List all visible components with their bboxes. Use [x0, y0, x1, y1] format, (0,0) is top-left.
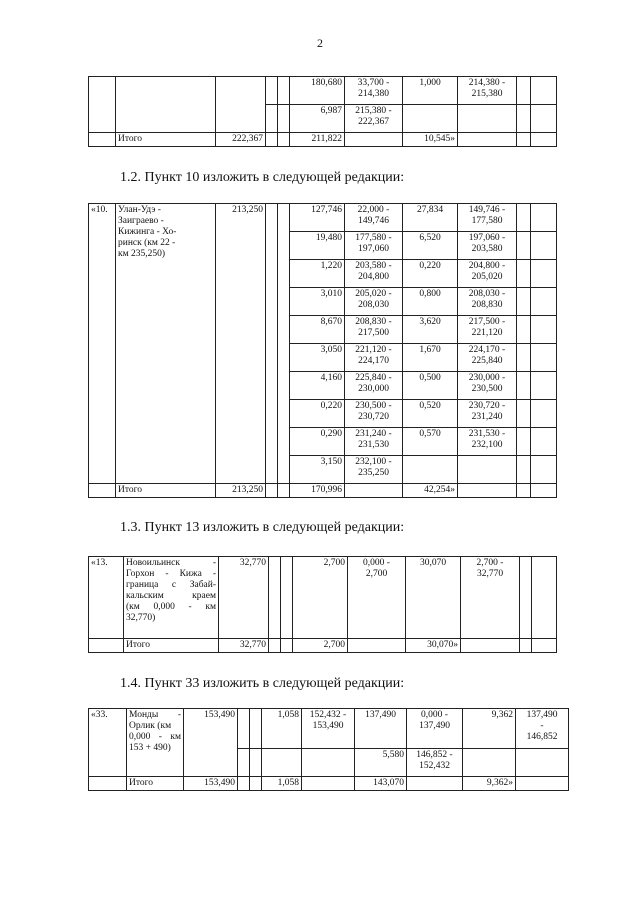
road-length: 153,490: [184, 709, 238, 777]
result-end: 146,852: [526, 732, 558, 742]
result-start: 197,060 -: [468, 233, 506, 243]
item-number: «33.: [89, 709, 127, 777]
road-name-line: Кижинга - Хо-: [118, 227, 177, 237]
range-end: 2,700: [365, 569, 388, 579]
value-cell: 0,500: [403, 372, 458, 400]
result-end: 221,120: [471, 328, 503, 338]
value-cell: 6,520: [403, 232, 458, 260]
range-start: 0,000 -: [363, 558, 390, 568]
length-cell: 127,746: [290, 204, 345, 232]
result-end: 215,380: [471, 89, 503, 99]
length-cell: 4,160: [290, 372, 345, 400]
result-end: 208,830: [471, 300, 503, 310]
length-cell: 3,050: [290, 344, 345, 372]
result-start: 217,500 -: [468, 317, 506, 327]
range-end: 214,380: [358, 89, 389, 99]
road-name-line: Орлик (км: [129, 721, 172, 731]
result-start: 204,800 -: [468, 261, 506, 271]
section-heading-1: 1.2. Пункт 10 изложить в следующей редакции:: [120, 170, 405, 185]
value-cell: 0,800: [403, 288, 458, 316]
value-cell: 0,220: [403, 260, 458, 288]
road-name-line: ринск (км 22 -: [118, 238, 176, 248]
table-item-10: [88, 203, 557, 498]
length-cell: 8,670: [290, 316, 345, 344]
total-value: 2,700: [293, 639, 348, 653]
total-length: 213,250: [216, 484, 266, 498]
total-value: 211,822: [290, 133, 345, 147]
result-start: 137,490: [526, 710, 558, 720]
result-end: 203,580: [471, 244, 503, 254]
result-end: 177,580: [471, 216, 503, 226]
total-value: 1,058: [262, 777, 302, 791]
result-end: 230,500: [471, 384, 503, 394]
range-start: 225,840 -: [355, 373, 392, 383]
range-end: 224,170: [358, 356, 389, 366]
value-cell: 5,580: [355, 749, 407, 777]
value-cell: 30,070: [406, 557, 461, 639]
length-cell: 180,680: [290, 77, 345, 105]
range-start: 205,020 -: [355, 289, 392, 299]
value-cell: 3,620: [403, 316, 458, 344]
result-end: 32,770: [476, 569, 504, 579]
range-end: 230,000: [358, 384, 389, 394]
range-end: 204,800: [358, 272, 389, 282]
road-name-line: Монды -: [129, 710, 181, 720]
road-length: 32,770: [219, 557, 269, 639]
page-number: 2: [317, 36, 323, 50]
range-start: 208,830 -: [355, 317, 392, 327]
road-name-line: км 235,250): [118, 249, 166, 259]
road-name-line: 153 + 490): [129, 743, 171, 753]
section-heading-3: 1.4. Пункт 33 изложить в следующей редакции:: [120, 676, 405, 691]
range-end: 153,490: [312, 721, 344, 731]
total-label: Итого: [127, 777, 184, 791]
length-cell: 0,290: [290, 428, 345, 456]
value-cell: 1,670: [403, 344, 458, 372]
total-row: [89, 639, 557, 653]
total-length: 32,770: [219, 639, 269, 653]
value-cell: 27,834: [403, 204, 458, 232]
road-name-line: Новоильинск -: [126, 558, 216, 568]
length-cell: 3,150: [290, 456, 345, 484]
total-length: 153,490: [184, 777, 238, 791]
road-length: 213,250: [216, 204, 266, 484]
range-end: 231,530: [358, 440, 389, 450]
road-name-line: 32,770): [126, 613, 156, 623]
road-name-line: Горхон - Кижа -: [126, 569, 216, 579]
result-start: 149,746 -: [468, 205, 506, 215]
total-row: [89, 484, 557, 498]
range-end: 217,500: [358, 328, 389, 338]
range-end: 197,060: [358, 244, 389, 254]
value-cell: 0,520: [403, 400, 458, 428]
length-cell: 2,700: [293, 557, 348, 639]
road-name-line: (км 0,000 - км: [126, 602, 216, 612]
range-end: 137,490: [419, 721, 450, 731]
range-start: 215,380 -: [355, 106, 392, 116]
range-end: 235,250: [358, 468, 389, 478]
result-start: 230,000 -: [468, 373, 506, 383]
range-start: 152,432 -: [309, 710, 347, 720]
table-continuation: [88, 76, 557, 147]
total-diff: 42,254»: [403, 484, 458, 498]
range-start: 203,580 -: [355, 261, 392, 271]
result-end: 231,240: [471, 412, 503, 422]
table-row: [89, 77, 557, 105]
table-row: [89, 557, 557, 639]
result-end: 225,840: [471, 356, 503, 366]
length-cell: 6,987: [290, 105, 345, 133]
table-row: [89, 204, 557, 232]
range-start: 177,580 -: [355, 233, 392, 243]
length-cell: 1,220: [290, 260, 345, 288]
value-cell: 9,362: [463, 709, 516, 749]
result-start: 230,720 -: [468, 401, 506, 411]
total-row: [89, 777, 569, 791]
range-end: 152,432: [419, 761, 450, 771]
range-start: 0,000 -: [421, 710, 448, 720]
table-item-13: [88, 556, 557, 653]
result-start: 208,030 -: [468, 289, 506, 299]
total-label: Итого: [116, 484, 216, 498]
length-cell: 1,058: [262, 709, 302, 749]
road-name-line: граница с Забай-: [126, 580, 216, 590]
value-cell: 1,000: [403, 77, 458, 105]
total-label: Итого: [124, 639, 219, 653]
range-start: 221,120 -: [355, 345, 392, 355]
result-start: 224,170 -: [468, 345, 506, 355]
result-start: 231,530 -: [468, 429, 506, 439]
table-item-33: [88, 708, 569, 791]
length-cell: 3,010: [290, 288, 345, 316]
road-name-line: кальским краем: [126, 591, 216, 601]
range-end: 149,746: [358, 216, 389, 226]
range-start: 231,240 -: [355, 429, 392, 439]
range-start: 146,852 -: [416, 750, 453, 760]
item-number: «10.: [89, 204, 116, 484]
total-diff: 30,070»: [406, 639, 461, 653]
total-label: Итого: [116, 133, 216, 147]
length-cell: 19,480: [290, 232, 345, 260]
total-length: 222,367: [216, 133, 266, 147]
range-start: 22,000 -: [357, 205, 390, 215]
range-end: 208,030: [358, 300, 389, 310]
result-start: 214,380 -: [468, 78, 506, 88]
range-start: 33,700 -: [357, 78, 390, 88]
section-heading-2: 1.3. Пункт 13 изложить в следующей редакции:: [120, 520, 405, 535]
length-cell: 0,220: [290, 400, 345, 428]
value-cell: 0,570: [403, 428, 458, 456]
total-diff: 10,545»: [403, 133, 458, 147]
total-row: [89, 133, 557, 147]
road-name-line: Заиграево -: [118, 216, 164, 226]
value-cell: 137,490: [355, 709, 407, 749]
total-value-2: 143,070: [355, 777, 407, 791]
range-start: 232,100 -: [355, 457, 392, 467]
road-name-line: Улан-Удэ -: [118, 205, 161, 215]
range-start: 230,500 -: [355, 401, 392, 411]
range-end: 230,720: [358, 412, 389, 422]
result-end: 205,020: [471, 272, 503, 282]
road-name-line: 0,000 - км: [129, 732, 181, 742]
result-end: 232,100: [471, 440, 503, 450]
result-start: 2,700 -: [476, 558, 504, 568]
range-end: 222,367: [358, 117, 389, 127]
item-number: «13.: [89, 557, 124, 639]
total-value: 170,996: [290, 484, 345, 498]
total-diff: 9,362»: [463, 777, 516, 791]
table-row: [89, 709, 569, 749]
result-dash: -: [540, 721, 544, 731]
